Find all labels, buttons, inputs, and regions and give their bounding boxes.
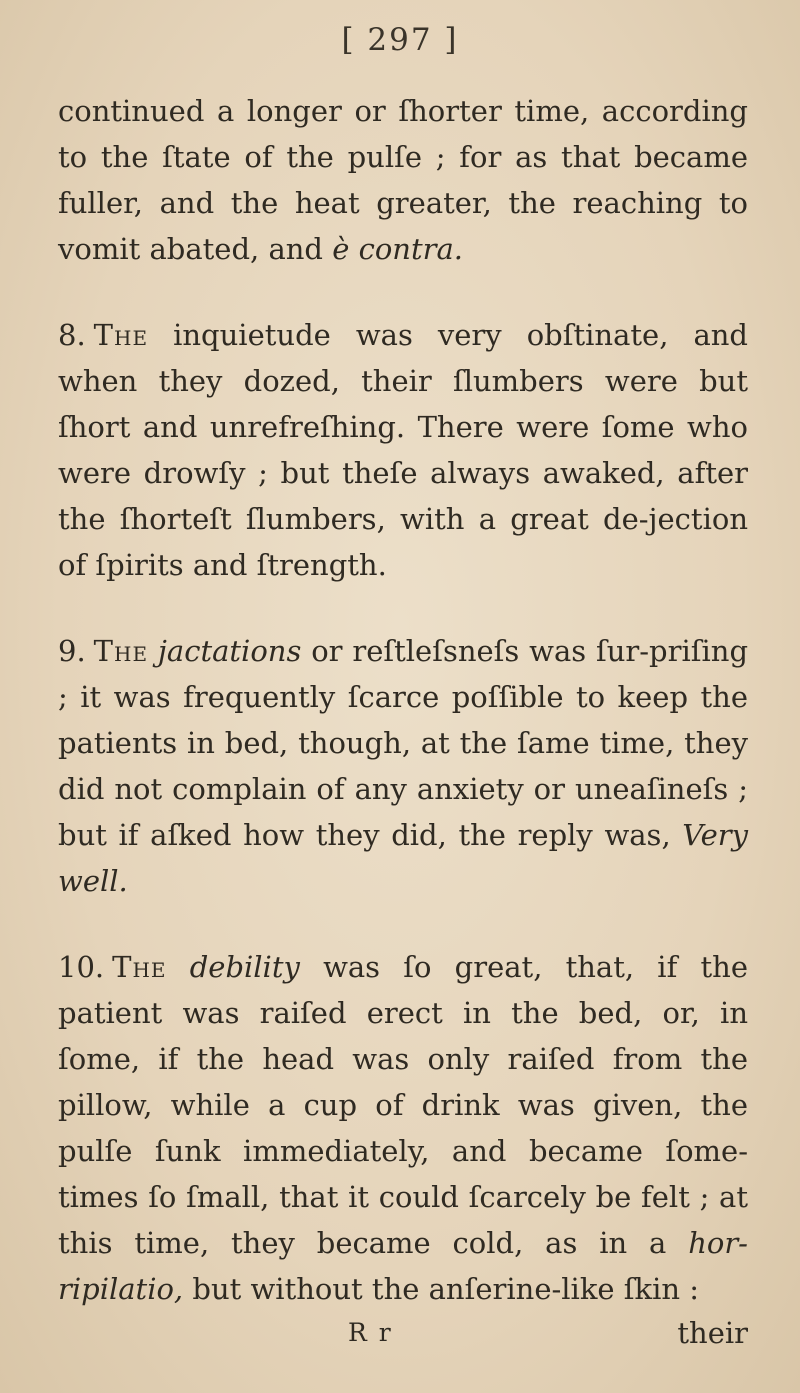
paragraph-10: 10. The debility was ſo great, that, if the patient was raiſed erect in the bed, or, in ſome, if the head was only raiſed from the pillow, while a cup of drink was given, the pulſe ſunk immediately, and became ſome-times ſo ſmall, that it could ſcarcely be felt ; at this time, they became cold, as in a hor-ripilatio, but without the anſerine-like ſkin :	[58, 950, 748, 1306]
page-number-header: [ 297 ]	[341, 22, 459, 58]
catchword: their	[677, 1316, 748, 1350]
italic-phrase: è contra.	[332, 232, 463, 266]
paragraph-head: The	[93, 634, 149, 668]
page-footer	[58, 1310, 748, 1356]
paragraph-9: 9. The jactations or reſtleſsneſs was ſur-priſing ; it was frequently ſcarce poſſible to keep the patients in bed, though, at the ſame time, they did not complain of any anxiety or uneaſineſs ; but if aſked how they did, the reply was, Very well.	[58, 634, 749, 898]
paragraph-continued: continued a longer or ſhorter time, according to the ſtate of the pulſe ; for as that became fuller, and the heat greater, the reaching to vomit abated, and è contra.	[58, 94, 748, 266]
italic-term: debility	[189, 950, 300, 984]
signature-mark: R r	[348, 1318, 393, 1347]
paragraph-8: 8. The inquietude was very obſtinate, and when they dozed, their ſlumbers were but ſhort and unrefreſhing. There were ſome who were drowſy ; but theſe always awaked, after the ſhorteſt ſlumbers, with a great de-jection of ſpirits and ſtrength.	[58, 318, 748, 582]
paragraph-head: The	[112, 950, 167, 984]
paragraph-number: 10.	[58, 950, 105, 984]
paragraph-number: 8.	[58, 318, 86, 352]
text-block	[58, 88, 748, 1352]
italic-term: jactations	[157, 634, 302, 668]
paragraph-number: 9.	[58, 634, 86, 668]
paragraph-head: The	[93, 318, 149, 352]
italic-term-2: hor-ripilatio,	[58, 1226, 748, 1306]
italic-reply: Very well.	[58, 818, 748, 898]
